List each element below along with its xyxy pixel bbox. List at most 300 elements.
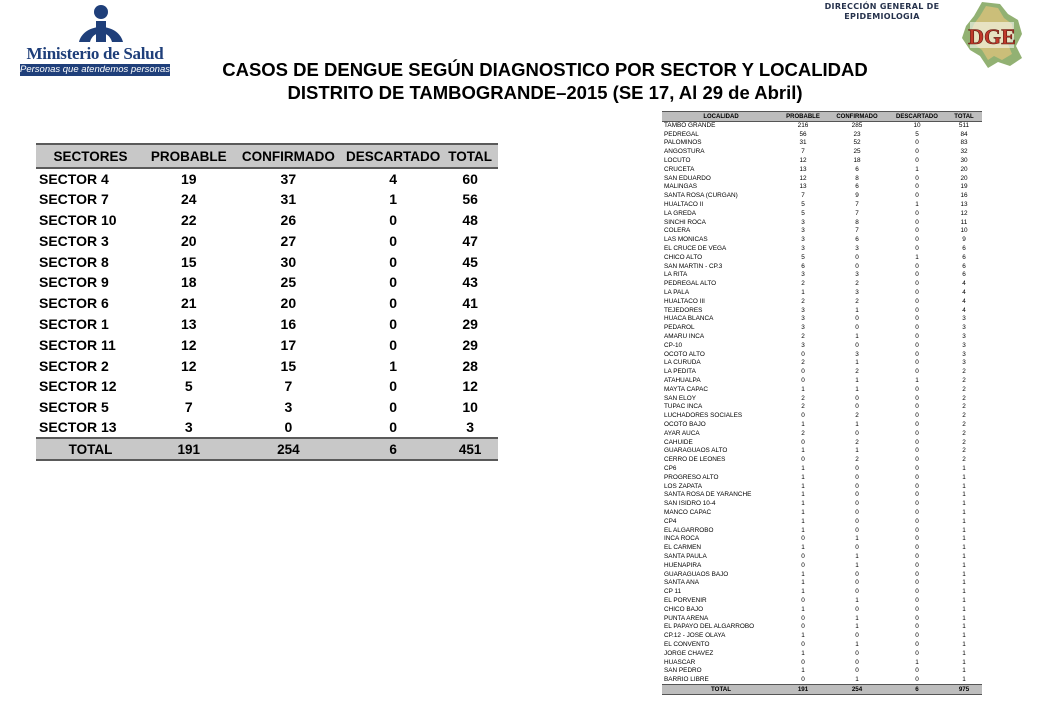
sector-column-header: CONFIRMADO <box>233 144 344 168</box>
locality-value-cell: 10 <box>960 227 968 235</box>
locality-name-cell: CRUCETA <box>664 165 695 173</box>
locality-name-cell: GUARAGUAOS ALTO <box>664 447 728 455</box>
locality-value-cell: 3 <box>801 315 805 323</box>
table-row <box>662 605 982 614</box>
locality-value-cell: 1 <box>855 447 859 455</box>
locality-value-cell: 1 <box>801 289 805 297</box>
locality-value-cell: 1 <box>801 632 805 640</box>
locality-name-cell: PEDAROL <box>664 324 695 332</box>
locality-name-cell: HUASCAR <box>664 658 696 666</box>
locality-value-cell: 3 <box>801 341 805 349</box>
sector-value-cell: 7 <box>284 378 293 395</box>
table-row <box>662 227 982 236</box>
table-row <box>662 658 982 667</box>
locality-value-cell: 1 <box>962 649 966 657</box>
table-row <box>662 271 982 280</box>
locality-value-cell: 0 <box>915 271 919 279</box>
locality-value-cell: 12 <box>799 174 807 182</box>
locality-value-cell: 0 <box>915 570 919 578</box>
locality-value-cell: 0 <box>915 183 919 191</box>
table-row <box>662 368 982 377</box>
table-row <box>662 245 982 254</box>
locality-name-cell: EL PORVENIR <box>664 596 707 604</box>
table-row <box>662 201 982 210</box>
locality-name-cell: SAN EDUARDO <box>664 174 711 182</box>
locality-table-body <box>662 122 982 685</box>
locality-total-cell: 191 <box>780 685 826 695</box>
sector-value-cell: 30 <box>280 253 297 270</box>
table-row <box>662 553 982 562</box>
locality-value-cell: 2 <box>962 385 966 393</box>
table-row <box>662 148 982 157</box>
table-row <box>662 456 982 465</box>
sector-value-cell: 0 <box>284 419 293 436</box>
table-row <box>36 355 498 376</box>
table-row <box>662 403 982 412</box>
locality-value-cell: 0 <box>915 579 919 587</box>
locality-value-cell: 0 <box>915 218 919 226</box>
locality-value-cell: 1 <box>962 535 966 543</box>
locality-value-cell: 0 <box>801 623 805 631</box>
ministry-name: Ministerio de Salud <box>26 44 164 63</box>
locality-value-cell: 1 <box>962 579 966 587</box>
table-row <box>662 561 982 570</box>
locality-table-header <box>662 112 982 122</box>
sector-value-cell: 22 <box>181 211 197 228</box>
locality-value-cell: 11 <box>960 218 968 226</box>
table-row <box>662 289 982 298</box>
sector-value-cell: 12 <box>462 378 478 395</box>
locality-value-cell: 0 <box>915 605 919 613</box>
sector-value-cell: 12 <box>181 336 197 353</box>
locality-name-cell: LA PEDITA <box>664 368 696 376</box>
table-row <box>662 394 982 403</box>
locality-value-cell: 2 <box>801 394 805 402</box>
table-row <box>36 334 498 355</box>
sector-total-cell: 254 <box>233 438 344 460</box>
locality-value-cell: 1 <box>962 570 966 578</box>
table-row <box>662 297 982 306</box>
table-row <box>662 209 982 218</box>
locality-value-cell: 0 <box>915 482 919 490</box>
locality-value-cell: 12 <box>960 209 968 217</box>
locality-value-cell: 2 <box>962 394 966 402</box>
locality-name-cell: LAS MONICAS <box>664 236 708 244</box>
locality-value-cell: 3 <box>801 236 805 244</box>
sector-name-cell: SECTOR 6 <box>39 295 109 312</box>
table-row <box>662 385 982 394</box>
locality-value-cell: 1 <box>962 517 966 525</box>
locality-column-header: PROBABLE <box>780 112 826 122</box>
locality-name-cell: LA GREDA <box>664 209 696 217</box>
locality-value-cell: 0 <box>855 667 859 675</box>
locality-value-cell: 0 <box>801 640 805 648</box>
sector-value-cell: 26 <box>280 211 297 228</box>
locality-value-cell: 0 <box>915 368 919 376</box>
sector-value-cell: 24 <box>181 191 197 208</box>
locality-value-cell: 56 <box>799 130 807 138</box>
locality-name-cell: CERRO DE LEONES <box>664 456 726 464</box>
locality-value-cell: 1 <box>962 632 966 640</box>
locality-value-cell: 2 <box>962 456 966 464</box>
table-row <box>36 418 498 439</box>
locality-value-cell: 1 <box>855 561 859 569</box>
table-row <box>662 509 982 518</box>
locality-value-cell: 1 <box>915 377 919 384</box>
locality-value-cell: 0 <box>855 658 859 666</box>
locality-value-cell: 5 <box>801 253 805 261</box>
sector-total-cell: 451 <box>442 438 498 460</box>
sector-value-cell: 37 <box>280 170 297 187</box>
table-row <box>662 570 982 579</box>
locality-value-cell: 3 <box>962 341 966 349</box>
table-row <box>662 588 982 597</box>
locality-value-cell: 1 <box>855 596 859 604</box>
locality-value-cell: 0 <box>801 561 805 569</box>
table-row <box>36 314 498 335</box>
locality-value-cell: 0 <box>915 403 919 411</box>
locality-value-cell: 0 <box>915 333 919 341</box>
locality-value-cell: 13 <box>960 201 968 209</box>
locality-value-cell: 0 <box>915 262 919 270</box>
sector-value-cell: 5 <box>184 378 193 395</box>
locality-value-cell: 1 <box>915 165 919 173</box>
locality-value-cell: 0 <box>855 315 859 323</box>
locality-value-cell: 2 <box>801 333 805 341</box>
table-row <box>662 544 982 553</box>
locality-value-cell: 1 <box>801 500 805 508</box>
locality-name-cell: SANTA ANA <box>664 579 700 587</box>
locality-value-cell: 0 <box>915 245 919 253</box>
locality-name-cell: PEDREGAL <box>664 130 699 138</box>
locality-value-cell: 3 <box>962 359 966 367</box>
sector-value-cell: 45 <box>462 253 478 270</box>
title-line-2: DISTRITO DE TAMBOGRANDE–2015 (SE 17, Al 29 de Abril) <box>287 82 803 103</box>
table-row <box>662 421 982 430</box>
dge-line-2: EPIDEMIOLOGIA <box>844 12 920 21</box>
locality-value-cell: 3 <box>962 324 966 332</box>
locality-value-cell: 6 <box>962 271 966 279</box>
locality-value-cell: 0 <box>855 517 859 525</box>
locality-value-cell: 20 <box>960 165 968 173</box>
locality-value-cell: 0 <box>915 359 919 367</box>
locality-value-cell: 1 <box>962 561 966 569</box>
locality-value-cell: 7 <box>855 209 859 217</box>
locality-value-cell: 1 <box>801 517 805 525</box>
locality-value-cell: 18 <box>853 157 861 165</box>
title-line-1: CASOS DE DENGUE SEGÚN DIAGNOSTICO POR SECTOR Y LOCALIDAD <box>222 59 868 80</box>
table-row <box>662 253 982 262</box>
locality-value-cell: 0 <box>801 535 805 543</box>
sector-value-cell: 0 <box>389 336 398 353</box>
locality-value-cell: 2 <box>962 447 966 455</box>
table-row <box>662 623 982 632</box>
locality-name-cell: JORGE CHAVEZ <box>664 649 714 657</box>
locality-value-cell: 0 <box>915 157 919 165</box>
sector-value-cell: 0 <box>389 211 398 228</box>
locality-value-cell: 1 <box>855 614 859 622</box>
locality-name-cell: MANCO CAPAC <box>664 508 712 516</box>
locality-value-cell: 1 <box>855 359 859 367</box>
locality-value-cell: 0 <box>915 324 919 332</box>
locality-value-cell: 0 <box>855 570 859 578</box>
locality-value-cell: 16 <box>960 192 968 200</box>
locality-name-cell: LA CURUDA <box>664 359 701 367</box>
table-row <box>36 230 498 251</box>
sector-name-cell: SECTOR 9 <box>39 274 109 291</box>
locality-value-cell: 1 <box>962 482 966 490</box>
locality-value-cell: 0 <box>801 675 805 683</box>
table-row <box>662 236 982 245</box>
sector-value-cell: 48 <box>462 211 478 228</box>
sector-value-cell: 1 <box>389 191 398 208</box>
table-row <box>662 526 982 535</box>
locality-value-cell: 0 <box>915 508 919 516</box>
locality-value-cell: 1 <box>915 201 919 209</box>
locality-total-cell: 254 <box>826 685 888 695</box>
locality-value-cell: 3 <box>855 245 859 253</box>
locality-name-cell: LA PALA <box>664 289 690 297</box>
locality-value-cell: 0 <box>855 632 859 640</box>
locality-value-cell: 0 <box>915 341 919 349</box>
sector-name-cell: SECTOR 4 <box>39 170 109 187</box>
locality-value-cell: 0 <box>915 412 919 420</box>
sector-column-header: TOTAL <box>442 144 498 168</box>
locality-name-cell: EL ALGARROBO <box>664 526 714 534</box>
locality-value-cell: 1 <box>801 482 805 490</box>
locality-value-cell: 1 <box>962 658 966 666</box>
locality-value-cell: 1 <box>801 464 805 472</box>
sector-value-cell: 7 <box>184 399 193 416</box>
locality-value-cell: 0 <box>915 623 919 631</box>
table-row <box>662 429 982 438</box>
locality-name-cell: COLERA <box>664 227 691 235</box>
locality-value-cell: 3 <box>962 333 966 341</box>
table-row <box>662 218 982 227</box>
sector-name-cell: SECTOR 2 <box>39 357 109 374</box>
table-row <box>662 447 982 456</box>
locality-value-cell: 2 <box>962 429 966 437</box>
locality-value-cell: 3 <box>801 324 805 332</box>
table-row <box>662 473 982 482</box>
sector-name-cell: SECTOR 10 <box>39 211 117 228</box>
locality-value-cell: 6 <box>855 183 859 191</box>
page-title <box>150 58 940 104</box>
ministry-tagline: Personas que atendemos personas <box>20 64 170 75</box>
table-row <box>662 122 982 131</box>
locality-name-cell: EL CARMEN <box>664 544 702 552</box>
table-row <box>662 262 982 271</box>
locality-value-cell: 1 <box>855 623 859 631</box>
sector-name-cell: SECTOR 1 <box>39 315 109 332</box>
locality-value-cell: 3 <box>855 289 859 297</box>
locality-name-cell: CAHUIDE <box>664 438 693 446</box>
locality-value-cell: 13 <box>799 183 807 191</box>
locality-value-cell: 1 <box>962 544 966 552</box>
locality-value-cell: 0 <box>915 289 919 297</box>
locality-value-cell: 0 <box>855 649 859 657</box>
locality-value-cell: 6 <box>962 253 966 261</box>
locality-value-cell: 2 <box>855 280 859 288</box>
locality-total-cell: TOTAL <box>662 685 780 695</box>
sector-value-cell: 0 <box>389 315 398 332</box>
locality-name-cell: PEDREGAL ALTO <box>664 280 717 288</box>
sector-value-cell: 19 <box>181 170 197 187</box>
locality-name-cell: SAN MARTIN - CP.3 <box>664 262 723 270</box>
locality-value-cell: 6 <box>855 165 859 173</box>
sector-value-cell: 3 <box>184 419 193 436</box>
locality-value-cell: 1 <box>855 535 859 543</box>
locality-value-cell: 31 <box>799 139 807 147</box>
locality-value-cell: 1 <box>962 640 966 648</box>
locality-value-cell: 19 <box>960 183 968 191</box>
sector-table-total-row <box>36 438 498 460</box>
locality-value-cell: 32 <box>960 148 968 156</box>
locality-value-cell: 7 <box>855 227 859 235</box>
locality-value-cell: 0 <box>915 456 919 464</box>
sector-value-cell: 10 <box>462 399 478 416</box>
locality-value-cell: 6 <box>801 262 805 270</box>
locality-value-cell: 0 <box>855 403 859 411</box>
table-row <box>662 306 982 315</box>
locality-value-cell: 10 <box>913 122 921 130</box>
locality-value-cell: 1 <box>855 377 859 384</box>
locality-name-cell: LA RITA <box>664 271 688 279</box>
locality-value-cell: 1 <box>855 333 859 341</box>
sector-value-cell: 47 <box>462 232 478 249</box>
table-row <box>36 168 498 189</box>
locality-name-cell: SANTA PAULA <box>664 552 707 560</box>
locality-value-cell: 12 <box>799 157 807 165</box>
sector-value-cell: 17 <box>280 336 297 353</box>
locality-value-cell: 1 <box>962 605 966 613</box>
sector-value-cell: 12 <box>181 357 197 374</box>
locality-name-cell: AMARU INCA <box>664 333 705 341</box>
locality-name-cell: ATAHUALPA <box>664 377 701 384</box>
table-row <box>662 139 982 148</box>
sector-table <box>36 143 498 461</box>
locality-value-cell: 0 <box>801 438 805 446</box>
sector-value-cell: 0 <box>389 419 398 436</box>
locality-value-cell: 3 <box>855 271 859 279</box>
locality-value-cell: 0 <box>915 544 919 552</box>
locality-value-cell: 0 <box>855 394 859 402</box>
locality-value-cell: 1 <box>801 649 805 657</box>
table-row <box>662 341 982 350</box>
sector-name-cell: SECTOR 7 <box>39 191 109 208</box>
locality-value-cell: 0 <box>855 324 859 332</box>
locality-value-cell: 0 <box>855 253 859 261</box>
locality-name-cell: OCOTO ALTO <box>664 350 705 358</box>
locality-value-cell: 0 <box>801 658 805 666</box>
locality-value-cell: 2 <box>962 377 966 384</box>
sector-total-cell: TOTAL <box>36 438 145 460</box>
locality-value-cell: 0 <box>915 632 919 640</box>
locality-value-cell: 30 <box>960 157 968 165</box>
locality-value-cell: 0 <box>915 491 919 499</box>
locality-name-cell: CHICO ALTO <box>664 253 703 261</box>
locality-name-cell: PALOMINOS <box>664 139 702 147</box>
sector-value-cell: 1 <box>389 357 398 374</box>
sector-value-cell: 20 <box>181 232 197 249</box>
table-row <box>36 397 498 418</box>
locality-value-cell: 1 <box>962 623 966 631</box>
sector-value-cell: 3 <box>466 419 475 436</box>
locality-value-cell: 2 <box>962 420 966 428</box>
locality-value-cell: 0 <box>801 412 805 420</box>
locality-name-cell: EL CRUCE DE VEGA <box>664 245 727 253</box>
locality-value-cell: 6 <box>962 245 966 253</box>
locality-value-cell: 0 <box>915 640 919 648</box>
locality-value-cell: 7 <box>801 148 805 156</box>
locality-total-cell: 6 <box>888 685 946 695</box>
locality-value-cell: 7 <box>801 192 805 200</box>
sector-value-cell: 43 <box>462 274 478 291</box>
ministry-logo <box>20 4 170 76</box>
sector-value-cell: 31 <box>280 191 297 208</box>
locality-value-cell: 0 <box>855 579 859 587</box>
sector-value-cell: 0 <box>389 295 398 312</box>
locality-value-cell: 0 <box>801 456 805 464</box>
sector-name-cell: SECTOR 8 <box>39 253 109 270</box>
table-row <box>36 272 498 293</box>
locality-value-cell: 0 <box>915 535 919 543</box>
locality-value-cell: 0 <box>855 526 859 534</box>
locality-value-cell: 1 <box>801 473 805 481</box>
locality-value-cell: 0 <box>855 262 859 270</box>
locality-value-cell: 8 <box>855 174 859 182</box>
locality-value-cell: 0 <box>801 368 805 376</box>
locality-value-cell: 0 <box>915 227 919 235</box>
table-row <box>662 324 982 333</box>
locality-value-cell: 1 <box>962 552 966 560</box>
locality-name-cell: CP 11 <box>664 588 682 596</box>
dge-map-logo <box>952 0 1032 70</box>
locality-value-cell: 0 <box>855 464 859 472</box>
locality-value-cell: 6 <box>962 262 966 270</box>
locality-value-cell: 3 <box>801 227 805 235</box>
locality-value-cell: 0 <box>915 139 919 147</box>
locality-value-cell: 1 <box>801 491 805 499</box>
locality-value-cell: 0 <box>915 473 919 481</box>
locality-column-header: CONFIRMADO <box>826 112 888 122</box>
table-row <box>662 667 982 676</box>
locality-value-cell: 1 <box>962 500 966 508</box>
table-row <box>662 482 982 491</box>
locality-value-cell: 1 <box>962 464 966 472</box>
table-row <box>662 359 982 368</box>
locality-value-cell: 2 <box>855 368 859 376</box>
sector-value-cell: 0 <box>389 399 398 416</box>
locality-name-cell: AYAR AUCA <box>664 429 700 437</box>
table-row <box>662 465 982 474</box>
locality-value-cell: 216 <box>797 122 809 130</box>
locality-value-cell: 8 <box>855 218 859 226</box>
table-row <box>662 315 982 324</box>
locality-name-cell: OCOTO BAJO <box>664 420 706 428</box>
table-row <box>662 535 982 544</box>
table-row <box>662 333 982 342</box>
sector-value-cell: 18 <box>181 274 197 291</box>
sector-column-header: SECTORES <box>36 144 145 168</box>
locality-column-header: LOCALIDAD <box>662 112 780 122</box>
locality-value-cell: 0 <box>915 350 919 358</box>
locality-name-cell: LUCHADORES SOCIALES <box>664 412 743 420</box>
sector-name-cell: SECTOR 11 <box>39 336 116 353</box>
sector-value-cell: 0 <box>389 274 398 291</box>
locality-value-cell: 2 <box>855 297 859 305</box>
locality-name-cell: EL PAPAYO DEL ALGARROBO <box>664 623 755 631</box>
